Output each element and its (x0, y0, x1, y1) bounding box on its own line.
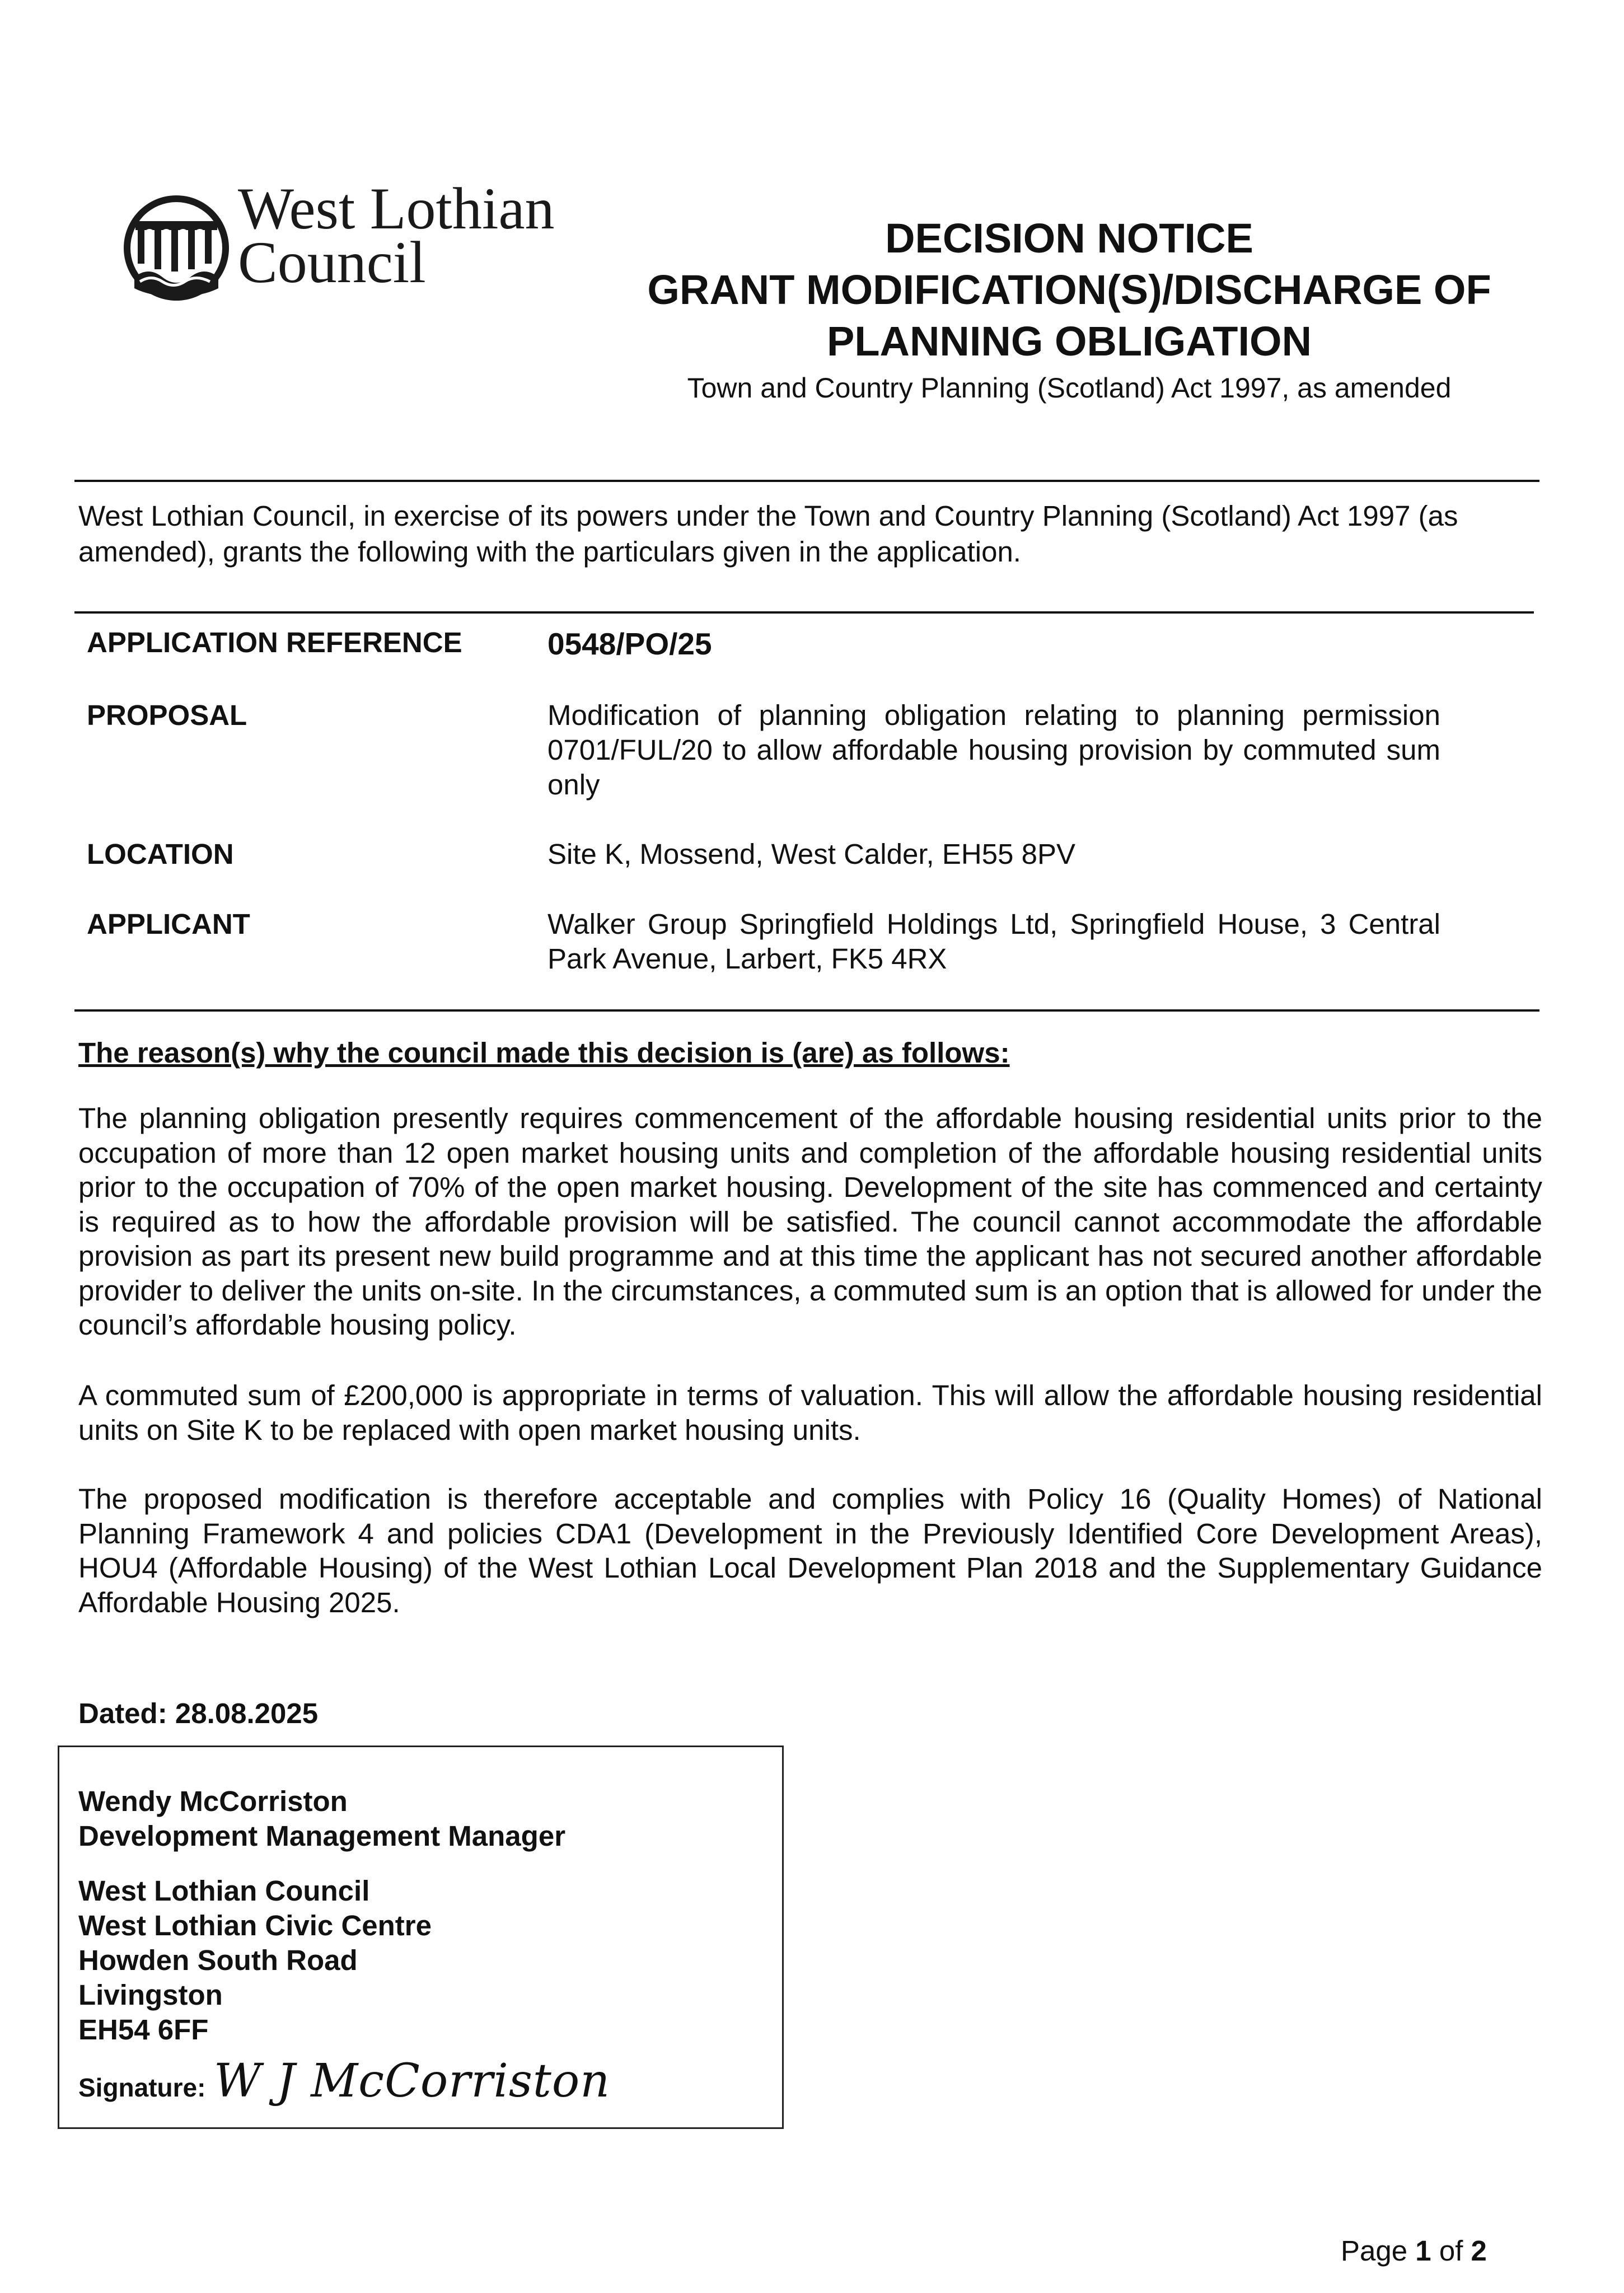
signatory-organisation: West Lothian Council (78, 1875, 370, 1907)
logo-text-line2: Council (238, 230, 426, 295)
reasons-paragraph-2: A commuted sum of £200,000 is appropriate in terms of valuation. This will allow the affordable housing residential units on Site K to be replaced with open market housing units. (78, 1379, 1542, 1446)
divider-top (74, 480, 1539, 482)
signatory-postcode: EH54 6FF (78, 2014, 209, 2046)
logo-text-line1: West Lothian (238, 176, 555, 241)
proposal-value: Modification of planning obligation relating to planning permission 0701/FUL/20 to allow affordable housing provision by commuted sum only (547, 699, 1440, 801)
signatory-town: Livingston (78, 1979, 223, 2011)
page-total: 2 (1471, 2235, 1487, 2267)
title-line-3: PLANNING OBLIGATION (826, 318, 1312, 364)
handwritten-signature: W J McCorriston (213, 2055, 611, 2108)
signatory-box (58, 1746, 784, 2129)
signatory-name: Wendy McCorriston (78, 1785, 348, 1817)
council-emblem-icon (118, 182, 238, 316)
page-number (1341, 2234, 1487, 2268)
reasons-paragraph-1: The planning obligation presently requires commencement of the affordable housing residential units prior to the occupation of more than 12 open market housing units and completion of the affordable housing residential units prior to the occupation of 70% of the open market housing. Development of the site has commenced and certainty is required as to how the affordable provision will be satisfied. The council cannot accommodate the affordable provision as part its present new build programme and at this time the applicant has not secured another affordable provider to deliver the units on-site. In the circumstances, a commuted sum is an option that is allowed for under the council’s affordable housing policy. (78, 1102, 1542, 1341)
divider-details-top (74, 611, 1534, 614)
title-line-1: DECISION NOTICE (885, 215, 1253, 261)
intro-paragraph: West Lothian Council, in exercise of its powers under the Town and Country Planning (Scotland) Act 1997 (as amended), grants the following with the particulars given in the application. (78, 500, 1458, 568)
council-logo (118, 176, 565, 316)
page-current: 1 (1415, 2235, 1431, 2267)
reference-label: APPLICATION REFERENCE (87, 626, 462, 658)
document-title (560, 213, 1579, 408)
signatory-role: Development Management Manager (78, 1820, 566, 1852)
page-middle: of (1431, 2235, 1471, 2267)
signature-label: Signature: (78, 2073, 206, 2102)
applicant-label: APPLICANT (87, 908, 250, 940)
signatory-street: Howden South Road (78, 1944, 358, 1976)
location-label: LOCATION (87, 838, 234, 870)
title-line-2: GRANT MODIFICATION(S)/DISCHARGE OF (647, 266, 1491, 313)
signatory-building: West Lothian Civic Centre (78, 1910, 432, 1941)
document-subtitle: Town and Country Planning (Scotland) Act 1997, as amended (687, 372, 1452, 404)
location-value: Site K, Mossend, West Calder, EH55 8PV (547, 838, 1076, 870)
reasons-paragraph-3: The proposed modification is therefore acceptable and complies with Policy 16 (Quality Homes) of National Planning Framework 4 and policies CDA1 (Development in the Previously Identified Core Development Areas), HOU4 (Affordable Housing) of the West Lothian Local Development Plan 2018 and the Supplementary Guidance Affordable Housing 2025. (78, 1483, 1542, 1618)
proposal-label: PROPOSAL (87, 699, 247, 731)
divider-details-bottom (74, 1009, 1539, 1012)
page-prefix: Page (1341, 2235, 1416, 2267)
reasons-heading: The reason(s) why the council made this decision is (are) as follows: (78, 1037, 1010, 1069)
applicant-value: Walker Group Springfield Holdings Ltd, Springfield House, 3 Central Park Avenue, Larbert, FK5 4RX (547, 908, 1440, 975)
reference-value: 0548/PO/25 (547, 626, 712, 661)
decision-date: Dated: 28.08.2025 (78, 1697, 319, 1729)
